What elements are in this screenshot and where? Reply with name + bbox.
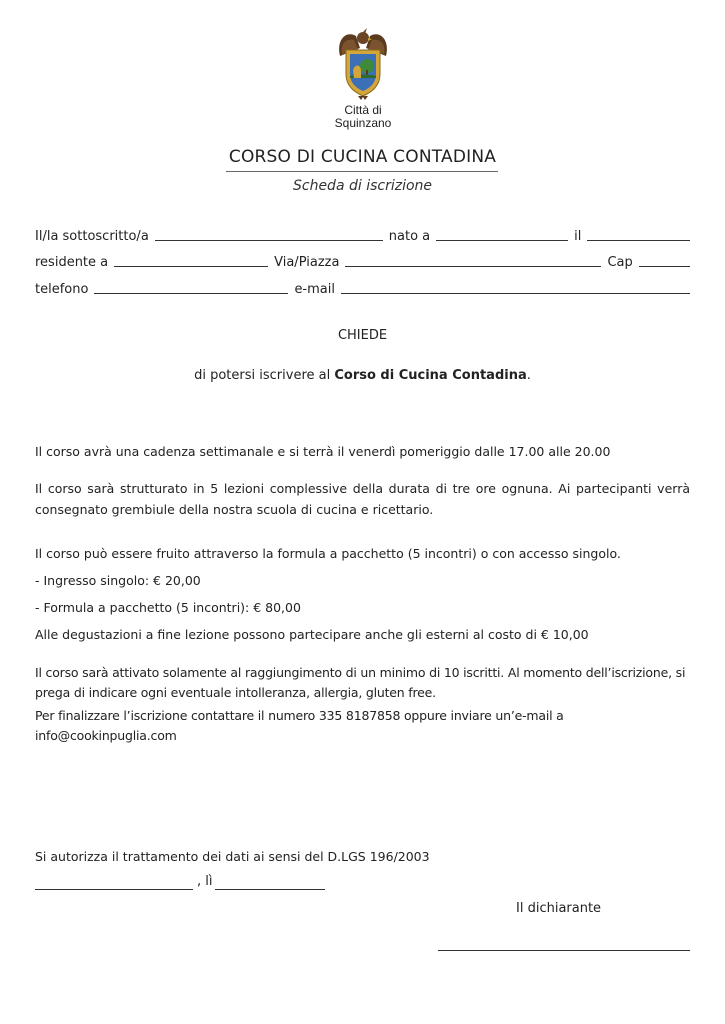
tasting-paragraph: Alle degustazioni a fine lezione possono partecipare anche gli esterni al costo di € 10,00 [35, 627, 589, 642]
street-label: Via/Piazza [274, 255, 340, 270]
email-field[interactable] [341, 293, 690, 294]
signature-field[interactable] [438, 950, 690, 951]
residence-field[interactable] [114, 266, 268, 267]
place-date-separator: , lì [197, 874, 213, 889]
request-course-name: Corso di Cucina Contadina [334, 368, 527, 383]
request-line [0, 368, 725, 383]
contact-paragraph: Per finalizzare l’iscrizione contattare il numero 335 8187858 oppure inviare un’e-mail a info@cookinpuglia.com [35, 708, 564, 743]
phone-field[interactable] [94, 293, 288, 294]
structure-paragraph: Il corso sarà strutturato in 5 lezioni complessive della durata di tre ore ognuna. Ai partecipanti verrà consegnato grembiule della nostra scuola di cucina e ricettario. [35, 481, 690, 517]
request-prefix: di potersi iscrivere al [194, 368, 335, 383]
birthplace-field[interactable] [436, 240, 568, 241]
privacy-consent: Si autorizza il trattamento dei dati ai sensi del D.LGS 196/2003 [35, 849, 430, 864]
single-price-item: - Ingresso singolo: € 20,00 [35, 573, 201, 588]
page-subtitle: Scheda di iscrizione [292, 178, 433, 194]
form-row-address [35, 252, 690, 270]
date-field[interactable] [215, 889, 325, 890]
email-label: e-mail [294, 282, 335, 297]
city-crest-logo [334, 26, 392, 102]
city-line-1: Città di [344, 103, 382, 117]
birthdate-field[interactable] [587, 240, 690, 241]
city-name [318, 104, 408, 130]
birthdate-label: il [574, 229, 582, 244]
cap-field[interactable] [639, 266, 690, 267]
birthplace-label: nato a [388, 229, 431, 244]
name-field[interactable] [155, 240, 383, 241]
package-price-item: - Formula a pacchetto (5 incontri): € 80,00 [35, 600, 301, 615]
place-field[interactable] [35, 889, 193, 890]
request-heading: CHIEDE [337, 328, 388, 343]
page-title: CORSO DI CUCINA CONTADINA [228, 147, 497, 167]
formula-paragraph: Il corso può essere fruito attraverso la formula a pacchetto (5 incontri) o con accesso singolo. [35, 546, 621, 561]
request-suffix: . [526, 368, 531, 383]
form-row-identity [35, 226, 690, 244]
schedule-paragraph: Il corso avrà una cadenza settimanale e si terrà il venerdì pomeriggio dalle 17.00 alle 20.00 [35, 444, 611, 459]
name-label: Il/la sottoscritto/a [35, 229, 149, 244]
title-underline [226, 171, 498, 172]
city-line-2: Squinzano [334, 116, 392, 130]
residence-label: residente a [35, 255, 109, 270]
activation-paragraph: Il corso sarà attivato solamente al raggiungimento di un minimo di 10 iscritti. Al momento dell’iscrizione, si prega di indicare ogni eventuale intolleranza, allergia, gluten free. [35, 665, 686, 700]
phone-label: telefono [35, 282, 89, 297]
street-field[interactable] [345, 266, 601, 267]
cap-label: Cap [607, 255, 633, 270]
declarant-label: Il dichiarante [516, 901, 602, 916]
form-row-contacts [35, 279, 690, 297]
